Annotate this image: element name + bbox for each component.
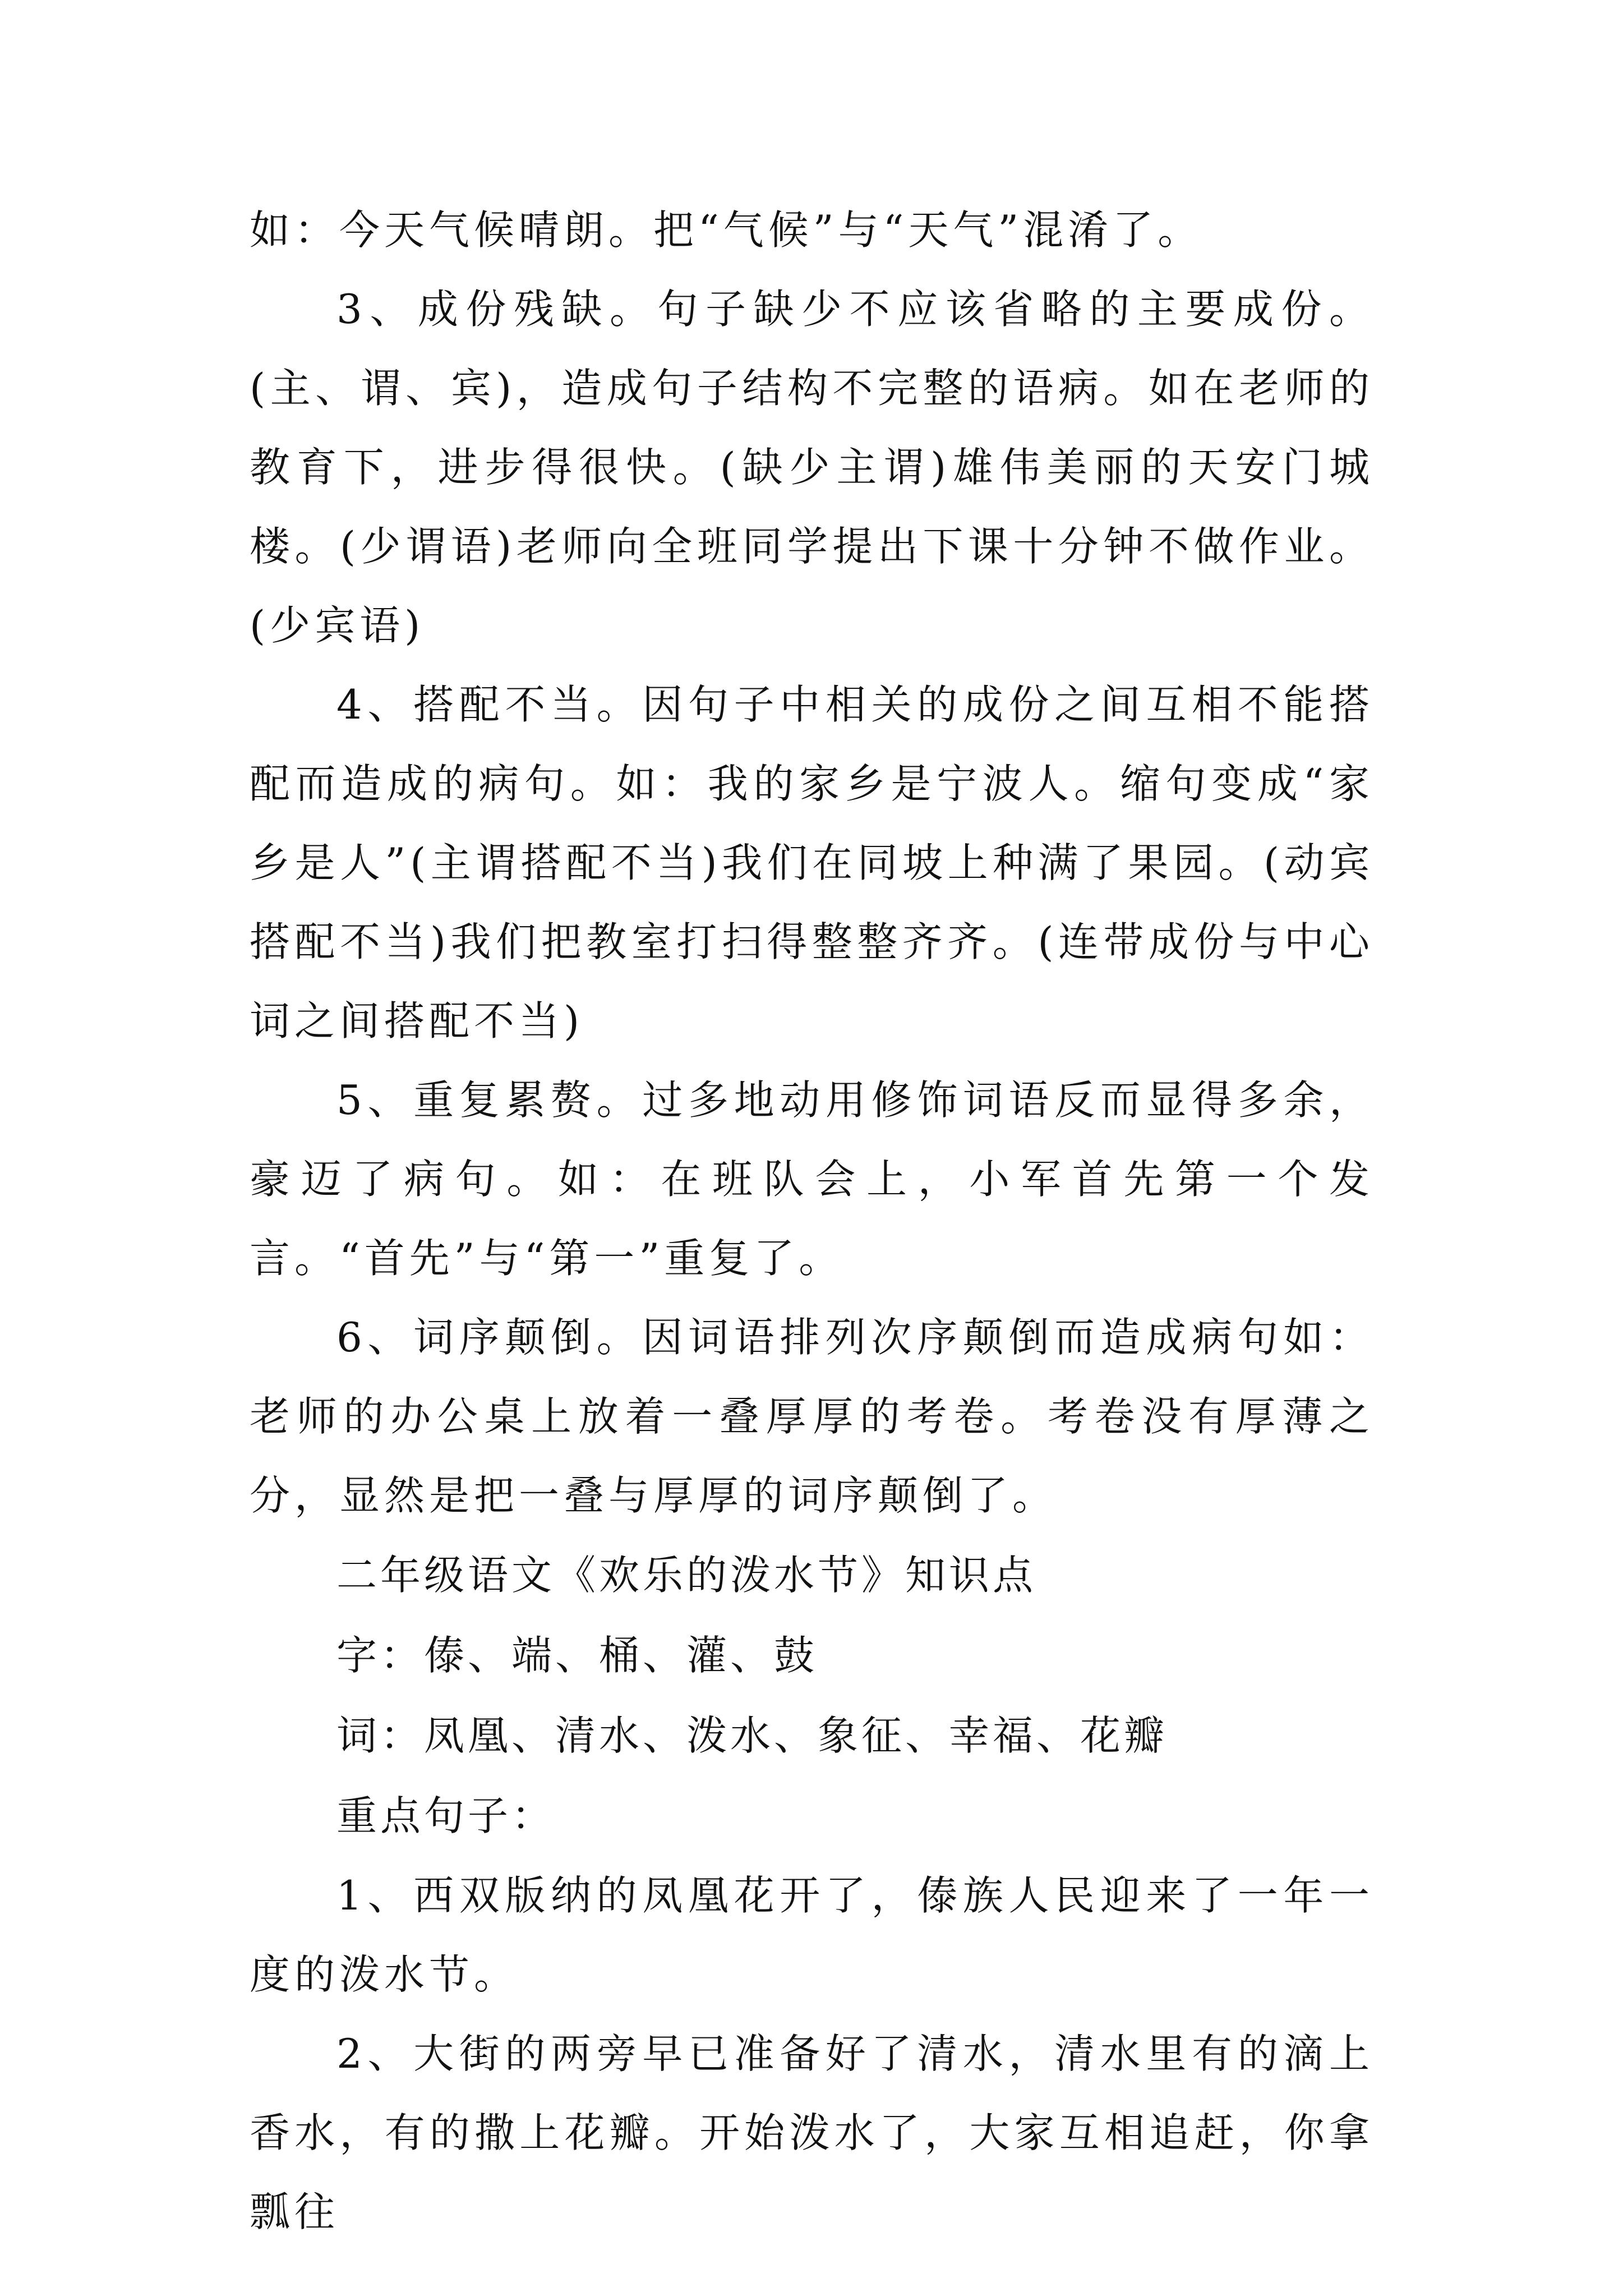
words-line: 词：凤凰、清水、泼水、象征、幸福、花瓣	[336, 1712, 1168, 1759]
paragraph-incomplete-components: 3、成份残缺。句子缺少不应该省略的主要成份。(主、谓、宾)，造成句子结构不完整的语病。如在老师的教育下，进步得很快。(缺少主谓)雄伟美丽的天安门城楼。(少谓语)老师向全班同学提出下课十分钟不做作业。(少宾语)	[250, 286, 1374, 649]
paragraph-improper-collocation: 4、搭配不当。因句子中相关的成份之间互相不能搭配而造成的病句。如：我的家乡是宁波人。缩句变成“家乡是人”(主谓搭配不当)我们在同坡上种满了果园。(动宾搭配不当)我们把教室打扫得整整齐齐。(连带成份与中心词之间搭配不当)	[250, 681, 1374, 1045]
document-body	[250, 191, 1374, 2252]
key-sentences-label: 重点句子：	[336, 1792, 556, 1839]
key-sentence-1: 1、西双版纳的凤凰花开了，傣族人民迎来了一年一度的泼水节。	[250, 1872, 1374, 1998]
paragraph-word-order: 6、词序颠倒。因词语排列次序颠倒而造成病句如：老师的办公桌上放着一叠厚厚的考卷。考卷没有厚薄之分，显然是把一叠与厚厚的词序颠倒了。	[250, 1314, 1374, 1519]
key-sentence-2: 2、大街的两旁早已准备好了清水，清水里有的滴上香水，有的撒上花瓣。开始泼水了，大家互相追赶，你拿瓢往	[250, 2030, 1374, 2235]
section-heading: 二年级语文《欢乐的泼水节》知识点	[336, 1552, 1037, 1599]
paragraph-redundancy: 5、重复累赘。过多地动用修饰词语反而显得多余，豪迈了病句。如：在班队会上，小军首先第一个发言。“首先”与“第一”重复了。	[250, 1076, 1374, 1282]
characters-line: 字：傣、端、桶、灌、鼓	[336, 1632, 818, 1679]
paragraph-continuation: 如：今天气候晴朗。把“气候”与“天气”混淆了。	[250, 206, 1203, 254]
